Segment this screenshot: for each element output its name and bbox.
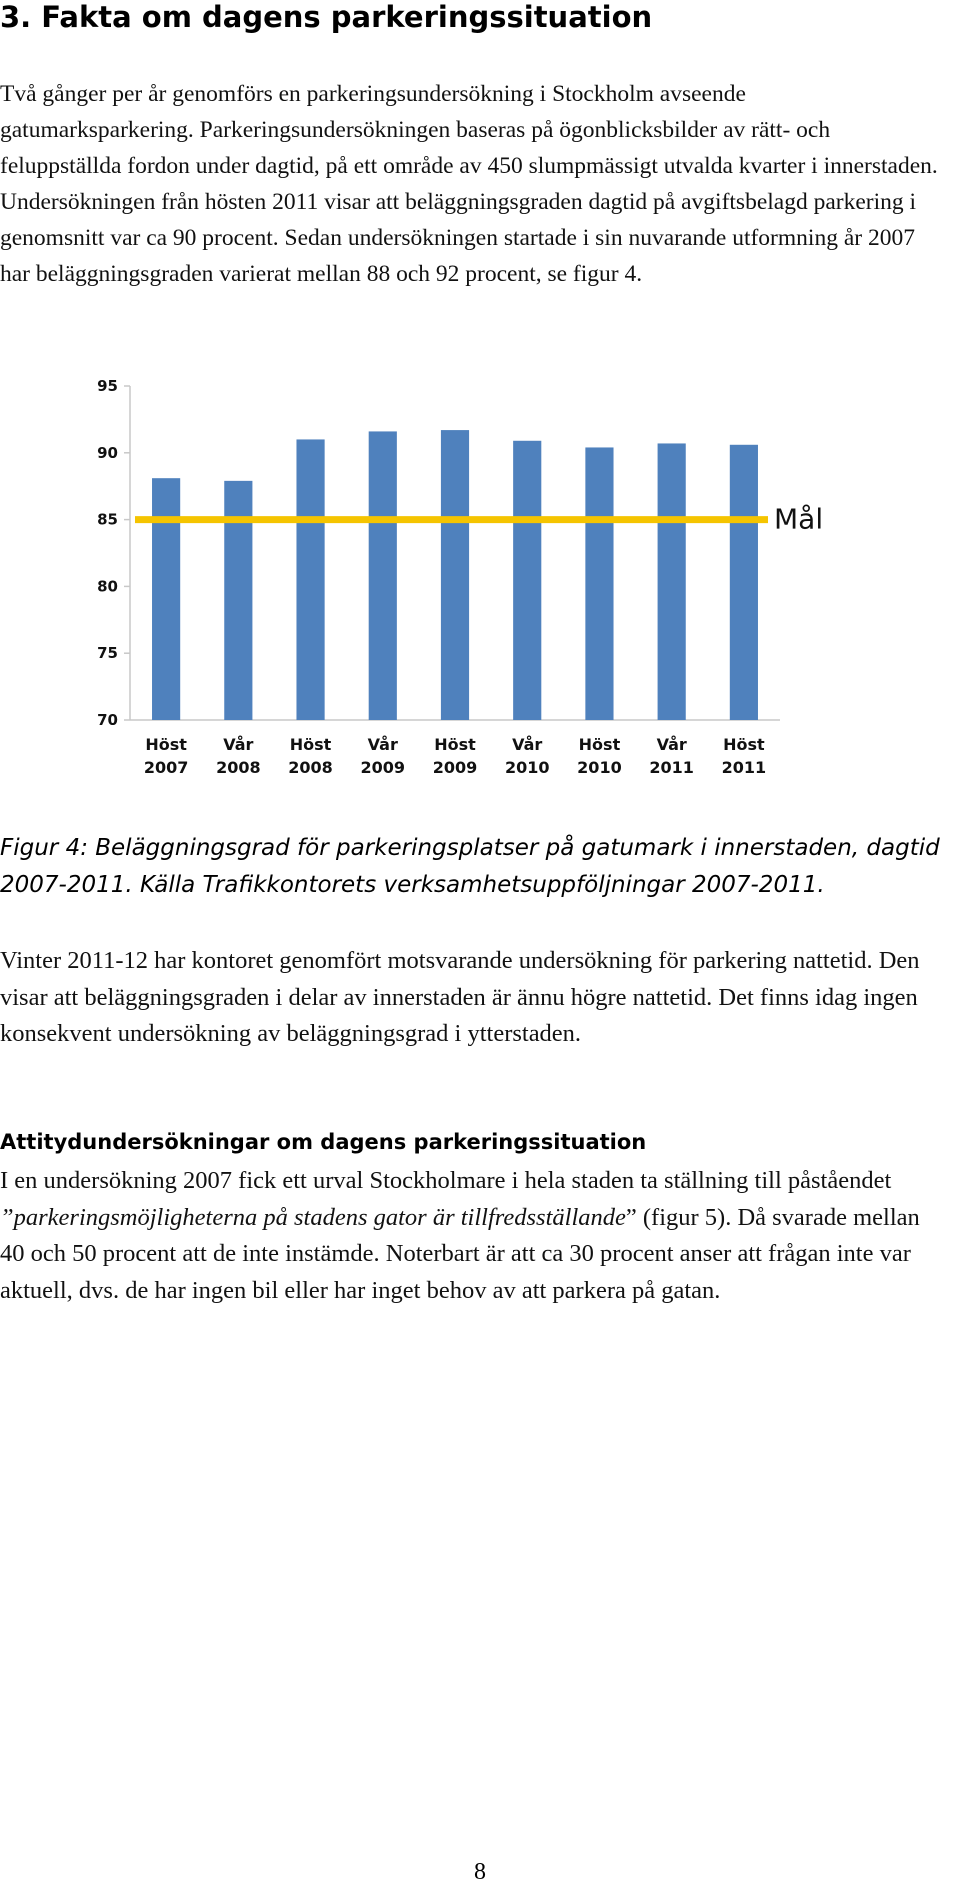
attitude-paragraph: [0, 1163, 940, 1309]
bar: [585, 447, 613, 720]
section-heading: 3. Fakta om dagens parkeringssituation: [0, 0, 653, 34]
x-tick-label: Höst 2009: [432, 735, 478, 777]
attitude-text-end: ” (figur 5). Då svarade mellan 40 och 50 procent att de inte instämde. Noterbart är att ca 30 procent anser att frågan inte var aktuell, dvs. de har ingen bil eller har inget behov av att parkera på gatan.: [0, 1203, 920, 1304]
x-tick-label: Höst 2008: [288, 735, 333, 777]
x-axis-labels: [144, 735, 766, 777]
occupancy-bar-chart: [80, 368, 824, 788]
x-tick-label: Höst 2007: [143, 735, 189, 777]
bar-series: [152, 430, 758, 720]
bar: [658, 443, 686, 720]
y-tick-label: 75: [97, 644, 118, 663]
x-tick-label: Vår 2009: [360, 735, 406, 777]
y-tick-label: 80: [97, 577, 118, 596]
attitude-heading: Attitydundersökningar om dagens parkeringssituation: [0, 1130, 647, 1154]
bar: [369, 431, 397, 720]
bar: [441, 430, 469, 720]
bar: [730, 445, 758, 720]
attitude-quote: ”parkeringsmöjligheterna på stadens gator är tillfredsställande: [0, 1203, 626, 1231]
bar: [513, 441, 541, 720]
night-survey-paragraph: Vinter 2011-12 har kontoret genomfört motsvarande undersökning för parkering nattetid. Den visar att beläggningsgraden i delar av innerstaden är ännu högre nattetid. Det finns idag ingen konsekvent undersökning av beläggningsgrad i ytterstaden.: [0, 947, 920, 1047]
y-tick-label: 85: [97, 510, 118, 529]
x-tick-label: Vår 2011: [649, 735, 694, 777]
x-tick-label: Vår 2008: [216, 735, 261, 777]
x-tick-label: Höst 2010: [577, 735, 622, 777]
intro-paragraph: Två gånger per år genomförs en parkeringsundersökning i Stockholm avseende gatumarksparkering. Parkeringsundersökningen baseras på ögonblicksbilder av rätt- och feluppställda fordon under dagtid, på ett område av 450 slumpmässigt utvalda kvarter i innerstaden. Undersökningen från hösten 2011 visar att beläggningsgraden dagtid på avgiftsbelagd parkering i genomsnitt var ca 90 procent. Sedan undersökningen startade i sin nuvarande utformning år 2007 har beläggningsgraden varierat mellan 88 och 92 procent, se figur 4.: [0, 81, 938, 287]
y-tick-label: 90: [97, 443, 118, 462]
y-tick-label: 70: [97, 711, 118, 729]
goal-label: Mål: [774, 502, 824, 536]
y-axis: [97, 377, 130, 729]
bar: [296, 439, 324, 720]
figure-caption: Figur 4: Beläggningsgrad för parkeringsplatser på gatumark i innerstaden, dagtid 2007-2011. Källa Trafikkontorets verksamhetsuppföljningar 2007-2011.: [0, 835, 940, 898]
x-tick-label: Vår 2010: [504, 735, 550, 777]
bar: [152, 478, 180, 720]
y-tick-label: 95: [97, 377, 118, 395]
x-tick-label: Höst 2011: [721, 735, 767, 777]
attitude-text-start: I en undersökning 2007 fick ett urval Stockholmare i hela staden ta ställning till påståendet: [0, 1167, 892, 1194]
page-number: 8: [474, 1859, 486, 1885]
